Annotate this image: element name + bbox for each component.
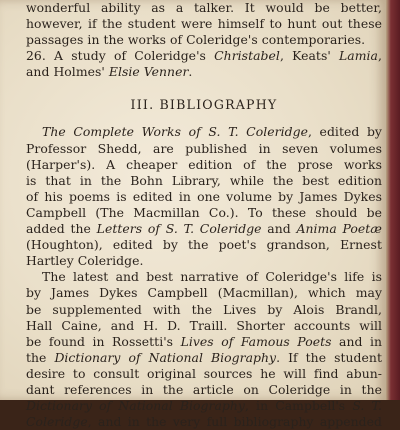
text-line (26, 334, 382, 350)
italic-title: Coleridge (26, 414, 88, 430)
text-line (26, 0, 382, 16)
text-line (26, 32, 382, 48)
text-run: Professor Shedd, are published in seven volumes (26, 140, 382, 156)
text-line (26, 221, 382, 237)
text-run: of his poems is edited in one volume by James Dykes (26, 188, 382, 204)
text-line (26, 48, 382, 64)
text-line (26, 173, 382, 189)
text-line (26, 189, 382, 205)
text-line (26, 64, 382, 80)
text-run: desire to consult original sources he will find abun- (26, 365, 382, 381)
text-line (26, 269, 382, 285)
text-line (26, 141, 382, 157)
italic-title: The Complete Works of S. T. Coleridge (42, 124, 308, 140)
italic-title: Dictionary of National Biography (54, 349, 277, 365)
text-run: (Harper's). A cheaper edition of the prose works (26, 156, 382, 172)
text-run: Campbell (The Macmillan Co.). To these should be (26, 204, 382, 220)
italic-title: Elsie Venner (108, 64, 189, 80)
text-line (26, 285, 382, 301)
page-text (26, 0, 382, 430)
text-line (26, 157, 382, 173)
text-run: (Houghton), edited by the poet's grandson, Ernest (26, 237, 382, 253)
italic-title: S. T. (352, 398, 382, 414)
text-run: the (26, 349, 55, 365)
text-run: Hartley Coleridge. (26, 253, 144, 269)
text-run: , in Campbell's (244, 398, 353, 414)
text-run: , and in the very full bibliography appended (87, 414, 382, 430)
text-line (26, 382, 382, 398)
text-line (26, 350, 382, 366)
text-line (26, 124, 382, 140)
italic-title: Letters of S. T. Coleridge (96, 221, 262, 237)
text-line (26, 414, 382, 430)
text-line (26, 318, 382, 334)
section-heading: III. BIBLIOGRAPHY (130, 97, 278, 113)
text-run: 26. A study of Coleridge's (26, 48, 215, 64)
paragraph-complete-works (26, 124, 382, 269)
text-run: by James Dykes Campbell (Macmillan), which may (26, 285, 382, 301)
text-run: , (378, 48, 382, 64)
book-binding-edge (386, 0, 400, 400)
text-run: be supplemented with the Lives by Alois Brandl, (26, 301, 382, 317)
italic-title: Lamia (339, 48, 378, 64)
text-line (26, 302, 382, 318)
text-run: be found in Rossetti's (26, 333, 181, 349)
text-run: is that in the Bohn Library, while the best edition (26, 172, 382, 188)
italic-title: Christabel (214, 48, 280, 64)
text-line (26, 205, 382, 221)
text-line (26, 253, 382, 269)
text-run: and Holmes' (26, 64, 109, 80)
text-run: Hall Caine, and H. D. Traill. Shorter accounts will (26, 317, 382, 333)
text-line (26, 237, 382, 253)
text-run: and (261, 221, 297, 237)
text-line (26, 366, 382, 382)
text-run: passages in the works of Coleridge's contemporaries. (26, 32, 366, 48)
text-run: added the (26, 221, 97, 237)
text-run: wonderful ability as a talker. It would be better, (26, 0, 382, 15)
paragraph-life-narratives (26, 269, 382, 430)
text-run: . (188, 64, 193, 80)
text-run: , edited by (307, 124, 382, 140)
text-run: and in (331, 333, 382, 349)
text-run: however, if the student were himself to hunt out these (26, 16, 382, 32)
text-line (26, 398, 382, 414)
text-run: The latest and best narrative of Coleridge's life is (42, 269, 382, 285)
text-run: dant references in the article on Coleridge in the (26, 381, 382, 397)
intro-paragraph (26, 0, 382, 80)
italic-title: Lives of Famous Poets (180, 333, 332, 349)
text-line (26, 16, 382, 32)
text-run: . If the student (276, 349, 382, 365)
text-run: , Keats' (279, 48, 340, 64)
italic-title: Anima Poetæ (296, 221, 382, 237)
italic-title: Dictionary of National Biography (26, 398, 245, 414)
